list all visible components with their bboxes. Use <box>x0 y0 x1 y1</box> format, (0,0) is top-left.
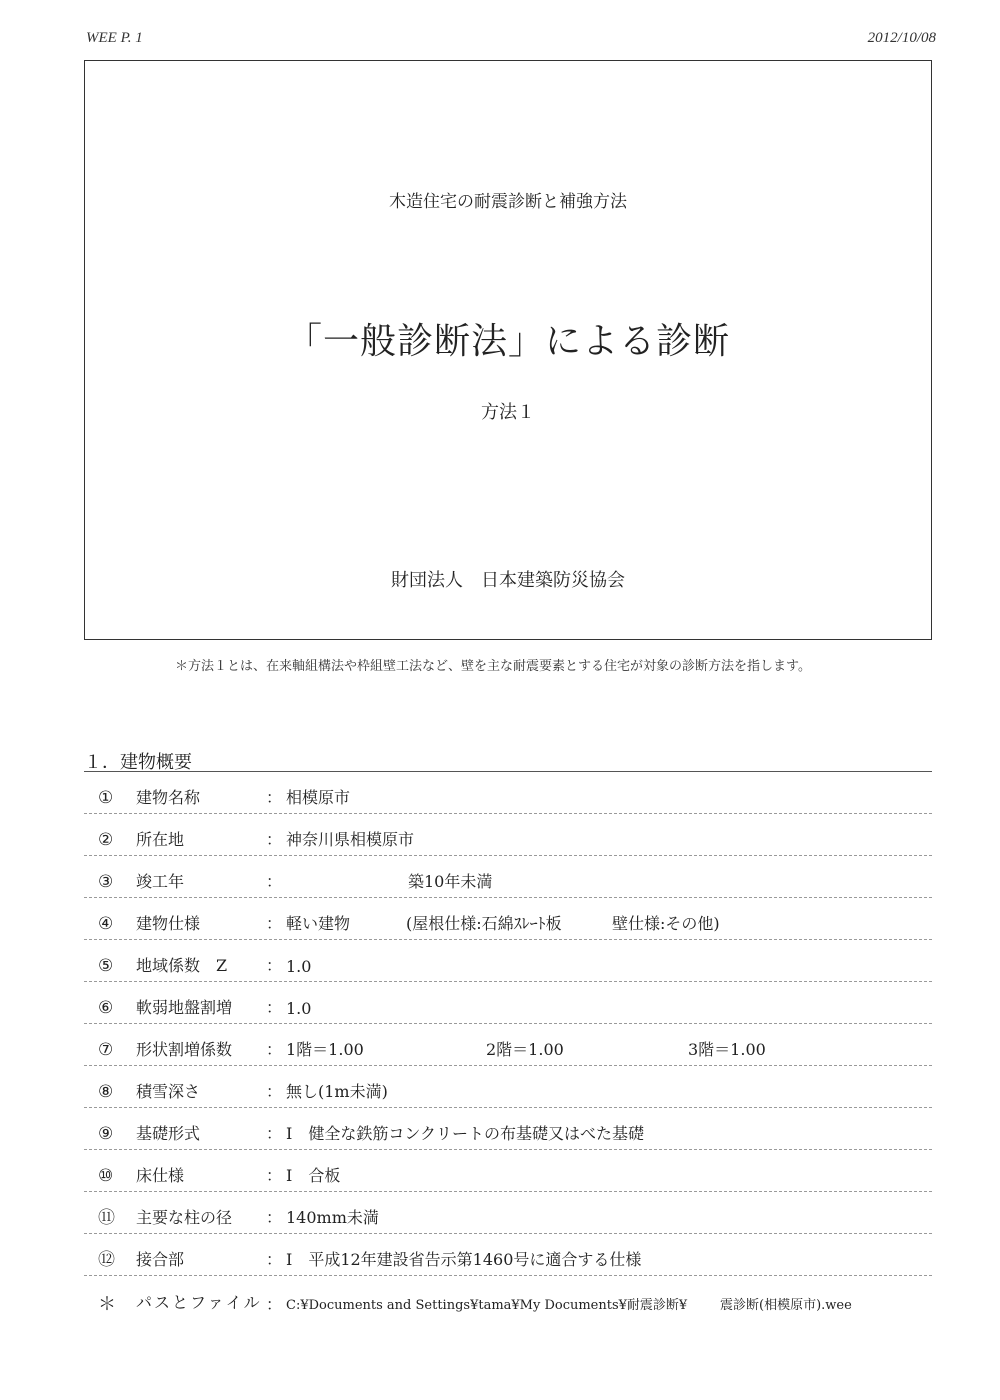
row-foundation <box>84 1114 932 1150</box>
row-rule <box>84 1275 932 1276</box>
row-colon: ： <box>266 1082 283 1101</box>
path-star: ＊ <box>98 1294 116 1315</box>
row-label: 床仕様 <box>136 1166 185 1185</box>
row-soft-ground <box>84 988 932 1024</box>
row-shape-factor <box>84 1030 932 1066</box>
row-building-name <box>84 778 932 814</box>
row-label: 基礎形式 <box>136 1124 201 1143</box>
row-snow-depth <box>84 1072 932 1108</box>
floor1-factor: 1階＝1.00 <box>286 1040 364 1059</box>
row-colon: ： <box>266 1166 283 1185</box>
row-value: 無し(1m未満) <box>286 1082 388 1101</box>
row-colon: ： <box>266 1040 283 1059</box>
row-rule <box>84 1065 932 1066</box>
row-value: 神奈川県相模原市 <box>286 830 415 849</box>
row-label: 積雪深さ <box>136 1082 201 1101</box>
cover-box <box>84 60 932 640</box>
row-colon: ： <box>266 998 283 1017</box>
row-colon: ： <box>266 788 283 807</box>
row-rule <box>84 897 932 898</box>
row-colon: ： <box>266 872 283 891</box>
row-number: ⑦ <box>98 1040 114 1060</box>
path-value: C:¥Documents and Settings¥tama¥My Documents¥耐震診断¥ <box>286 1298 688 1313</box>
row-rule <box>84 1149 932 1150</box>
row-number: ② <box>98 830 114 850</box>
row-number: ④ <box>98 914 114 934</box>
row-value: 1.0 <box>286 957 312 976</box>
row-colon: ： <box>266 914 283 933</box>
row-joints <box>84 1240 932 1276</box>
row-label: 建物仕様 <box>136 914 201 933</box>
row-label: 所在地 <box>136 830 185 849</box>
row-label: 形状割増係数 <box>136 1040 233 1059</box>
file-path-row <box>84 1288 932 1318</box>
row-value: 相模原市 <box>286 788 351 807</box>
row-column-diameter <box>84 1198 932 1234</box>
row-location <box>84 820 932 856</box>
floor3-factor: 3階＝1.00 <box>688 1040 766 1059</box>
row-zone-factor <box>84 946 932 982</box>
row-value: 築10年未満 <box>408 872 493 891</box>
row-label: 建物名称 <box>136 788 201 807</box>
row-colon: ： <box>266 1208 283 1227</box>
row-value: 140mm未満 <box>286 1208 379 1227</box>
footnote: ＊方法１とは、在来軸組構法や枠組壁工法など、壁を主な耐震要素とする住宅が対象の診断方法を指します。 <box>175 659 811 674</box>
page-header-date: 2012/10/08 <box>867 30 936 46</box>
row-value: Ⅰ 平成12年建設省告示第1460号に適合する仕様 <box>286 1250 642 1269</box>
row-number: ① <box>98 788 114 808</box>
row-rule <box>84 855 932 856</box>
row-colon: ： <box>266 956 283 975</box>
row-colon: ： <box>266 1124 283 1143</box>
row-colon: ： <box>266 830 283 849</box>
cover-subtitle: 木造住宅の耐震診断と補強方法 <box>389 192 627 212</box>
roof-spec: (屋根仕様:石綿ｽﾚｰﾄ板 <box>406 914 562 933</box>
row-rule <box>84 1233 932 1234</box>
floor2-factor: 2階＝1.00 <box>486 1040 564 1059</box>
section-title: １．建物概要 <box>84 752 192 773</box>
row-number: ③ <box>98 872 114 892</box>
row-rule <box>84 813 932 814</box>
row-number: ⑪ <box>98 1208 115 1228</box>
row-number: ⑥ <box>98 998 114 1018</box>
page-header-left: WEE P. 1 <box>86 30 143 46</box>
row-rule <box>84 939 932 940</box>
file-name: 震診断(相模原市).wee <box>720 1298 852 1313</box>
row-number: ⑨ <box>98 1124 114 1144</box>
path-colon: ： <box>266 1295 283 1314</box>
path-label: パスとファイル <box>136 1293 262 1312</box>
row-colon: ： <box>266 1250 283 1269</box>
row-label: 軟弱地盤割増 <box>136 998 233 1017</box>
row-number: ⑩ <box>98 1166 114 1186</box>
cover-method: 方法１ <box>481 402 535 423</box>
section-divider <box>84 771 932 772</box>
wall-spec: 壁仕様:その他) <box>612 914 720 933</box>
row-rule <box>84 1191 932 1192</box>
row-number: ⑧ <box>98 1082 114 1102</box>
row-floor-spec <box>84 1156 932 1192</box>
row-rule <box>84 981 932 982</box>
row-value: Ⅰ 健全な鉄筋コンクリートの布基礎又はべた基礎 <box>286 1124 645 1143</box>
row-building-spec <box>84 904 932 940</box>
row-rule <box>84 1023 932 1024</box>
row-number: ⑫ <box>98 1250 115 1270</box>
row-value: Ⅰ 合板 <box>286 1166 341 1185</box>
row-number: ⑤ <box>98 956 114 976</box>
row-value: 軽い建物 <box>286 914 351 933</box>
row-label: 竣工年 <box>136 872 185 891</box>
row-label: 接合部 <box>136 1250 185 1269</box>
cover-title: 「一般診断法」による診断 <box>285 321 730 362</box>
cover-organization: 財団法人 日本建築防災協会 <box>391 570 625 591</box>
row-value: 1.0 <box>286 999 312 1018</box>
row-completion-year <box>84 862 932 898</box>
row-label: 主要な柱の径 <box>136 1208 233 1227</box>
row-rule <box>84 1107 932 1108</box>
row-label: 地域係数 Z <box>136 956 228 975</box>
